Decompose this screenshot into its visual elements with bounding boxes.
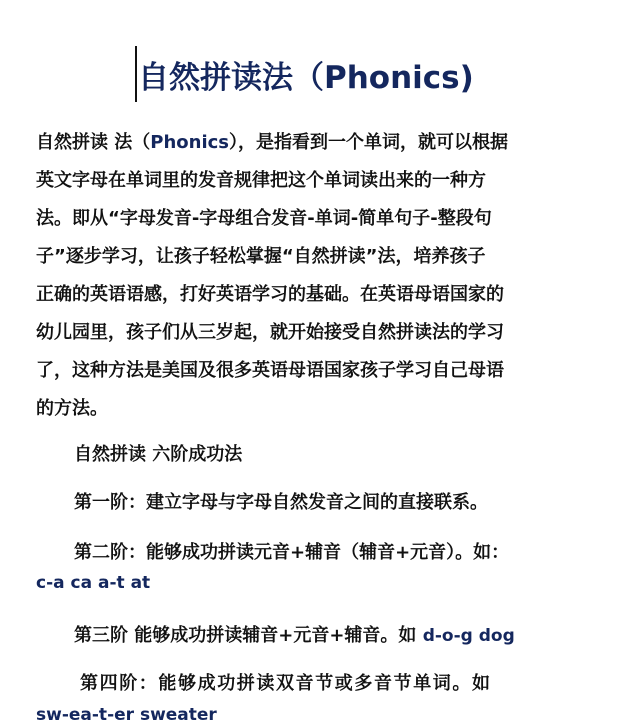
section-heading: 自然拼读 六阶成功法: [74, 444, 243, 465]
intro-line-1-post: ），是指看到一个单词，就可以根据: [229, 132, 509, 153]
stage-3-text: 第三阶 能够成功拼读辅音+元音+辅音。如: [74, 625, 423, 646]
stage-2: 第二阶：能够成功拼读元音+辅音（辅音+元音）。如：: [74, 542, 510, 563]
stage-4-example: sw-ea-t-er sweater: [36, 705, 217, 725]
intro-line-1: [36, 124, 536, 162]
intro-line-4: 子”逐步学习，让孩子轻松掌握“自然拼读”法，培养孩子: [36, 246, 486, 267]
intro-line-6: 幼儿园里，孩子们从三岁起，就开始接受自然拼读法的学习: [36, 322, 504, 343]
stage-1: 第一阶：建立字母与字母自然发音之间的直接联系。: [74, 492, 488, 513]
intro-line-1-pre: 自然拼读 法（: [36, 132, 151, 153]
intro-line-8: 的方法。: [36, 398, 108, 419]
intro-line-3: 法。即从“字母发音-字母组合发音-单词-简单句子-整段句: [36, 208, 492, 229]
phonics-term: Phonics: [150, 132, 230, 153]
stage-3: [74, 621, 515, 647]
stage-2-example: c-a ca a-t at: [36, 573, 151, 593]
document-title: 自然拼读法（Phonics): [138, 60, 474, 96]
intro-line-7: 了，这种方法是美国及很多英语母语国家孩子学习自己母语: [36, 360, 504, 381]
stage-3-example: d-o-g dog: [422, 626, 515, 646]
stage-4: 第四阶：能够成功拼读双音节或多音节单词。如: [80, 673, 492, 694]
intro-paragraph: [36, 124, 536, 428]
intro-line-5: 正确的英语语感，打好英语学习的基础。在英语母语国家的: [36, 284, 504, 305]
intro-line-2: 英文字母在单词里的发音规律把这个单词读出来的一种方: [36, 170, 486, 191]
text-cursor: [135, 46, 137, 102]
